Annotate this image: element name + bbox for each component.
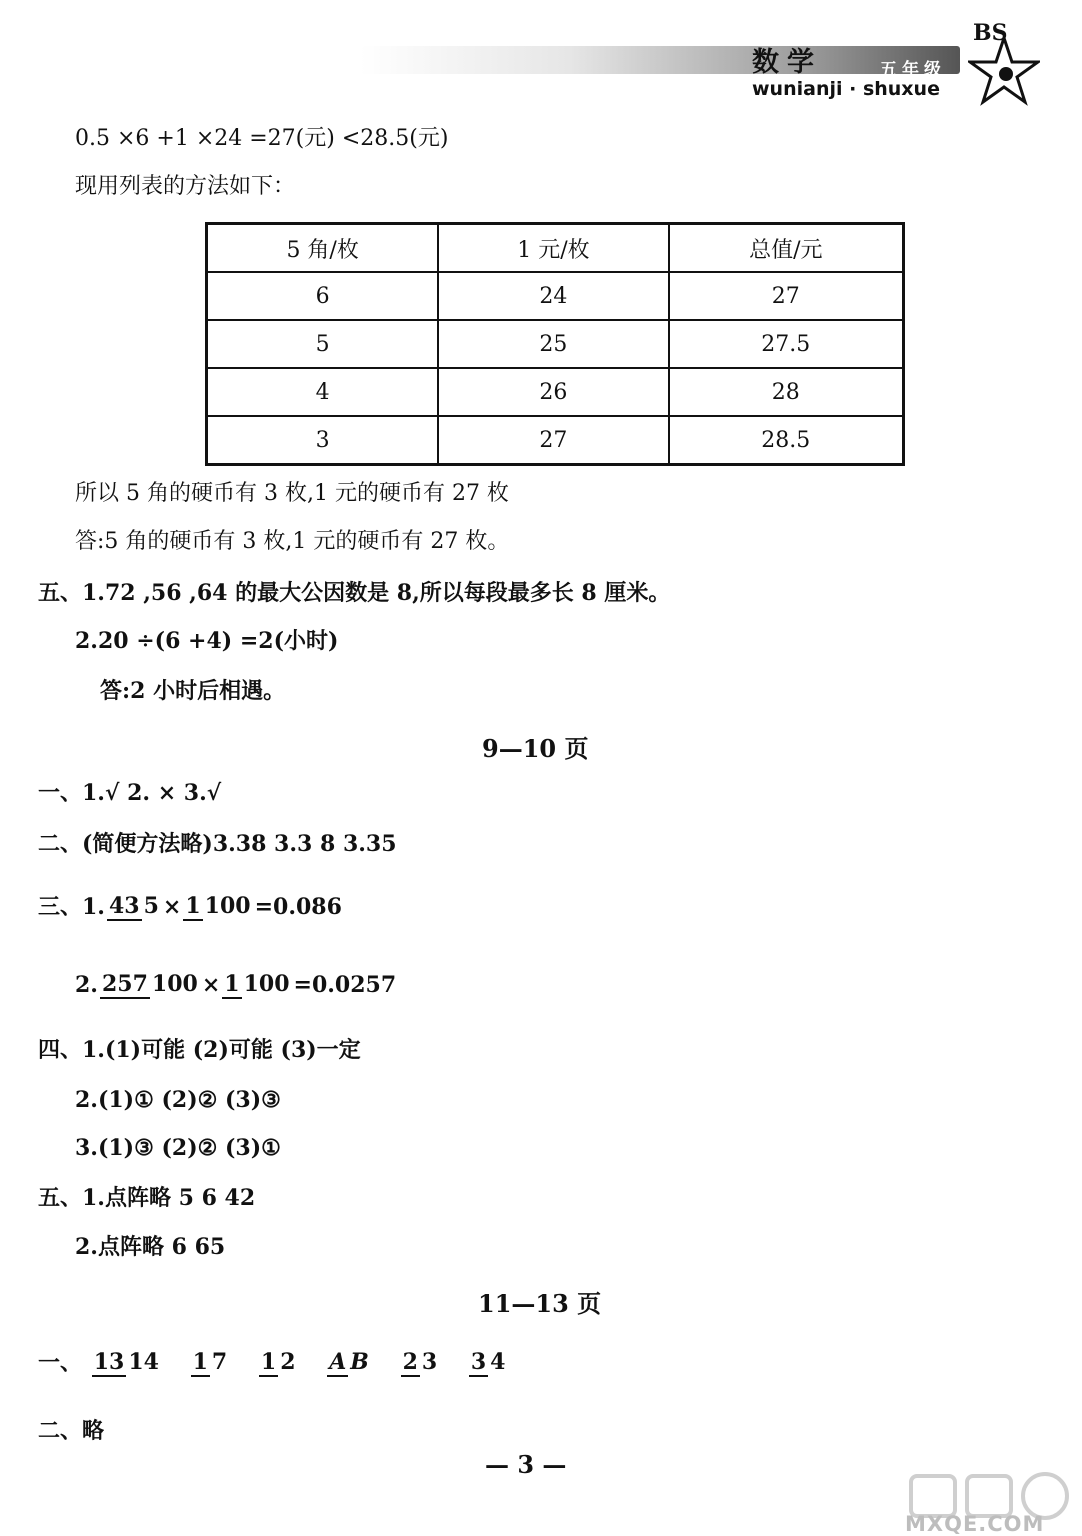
p9-section-1: 一、1.√ 2. × 3.√: [38, 780, 222, 806]
p11-section-2: 二、略: [38, 1418, 105, 1444]
fraction-denominator: 14: [128, 1349, 159, 1376]
table-cell: 28.5: [669, 416, 904, 465]
fraction-denominator: 7: [211, 1349, 228, 1376]
heading-page-11-13: 11—13 页: [478, 1289, 602, 1318]
fraction-denominator: 100: [151, 971, 198, 998]
p9-section-4-q3: 3.(1)③ (2)② (3)①: [75, 1135, 281, 1161]
table-intro: 现用列表的方法如下：: [75, 174, 296, 199]
fraction-numerator: 257: [101, 971, 148, 998]
table-row: [207, 320, 904, 368]
fraction: [107, 895, 161, 920]
coin-table: [205, 222, 905, 466]
p9-section-5-q1: 五、1.点阵略 5 6 42: [38, 1185, 256, 1211]
table-cell: 25: [438, 320, 668, 368]
fraction-numerator: 1: [185, 893, 201, 920]
table-cell: 27: [669, 272, 904, 320]
section-5-q2: 2.20 ÷(6 +4) =2(小时): [75, 628, 339, 654]
table-header: 总值/元: [669, 224, 904, 273]
table-cell: 6: [207, 272, 439, 320]
watermark-site: MXQE.COM: [905, 1512, 1045, 1536]
fraction-denominator: B: [350, 1349, 369, 1376]
calc-line: 0.5 ×6 +1 ×24 =27(元) <28.5(元): [75, 126, 449, 151]
fraction: [92, 1351, 161, 1376]
header-grade: 五年级: [880, 60, 946, 80]
fraction-denominator: 5: [143, 893, 159, 920]
fraction-numerator: 2: [402, 1349, 418, 1376]
header-series: BS: [973, 20, 1008, 46]
table-cell: 27: [438, 416, 668, 465]
p9-section-4-q1: 四、1.(1)可能 (2)可能 (3)一定: [38, 1037, 361, 1063]
p9-section-5-q2: 2.点阵略 6 65: [75, 1234, 226, 1260]
section-5-q2-answer: 答:2 小时后相遇。: [100, 678, 286, 704]
header-pinyin: wunianji · shuxue: [752, 78, 940, 100]
p9-section-2: 二、(简便方法略)3.38 3.3 8 3.35: [38, 831, 397, 857]
fraction-denominator: 100: [243, 971, 290, 998]
table-cell: 26: [438, 368, 668, 416]
p9-s3-2-prefix: 2.: [75, 972, 98, 998]
p11-section-1: [38, 1336, 509, 1390]
fraction-denominator: 4: [490, 1349, 506, 1376]
p9-s3-prefix: 三、1.: [38, 894, 105, 920]
result: =0.086: [254, 894, 342, 920]
table-header: 1 元/枚: [438, 224, 668, 273]
times-sign: ×: [162, 894, 182, 920]
table-cell: 28: [669, 368, 904, 416]
header-subject: 数学: [752, 47, 822, 78]
fraction-numerator: 1: [224, 971, 240, 998]
table-row: [207, 272, 904, 320]
answer-line: 答:5 角的硬币有 3 枚,1 元的硬币有 27 枚。: [75, 529, 510, 554]
conclusion-line: 所以 5 角的硬币有 3 枚,1 元的硬币有 27 枚: [75, 481, 509, 506]
table-cell: 3: [207, 416, 439, 465]
fraction: [259, 1351, 298, 1376]
fraction: [401, 1351, 440, 1376]
table-cell: 24: [438, 272, 668, 320]
table-row: [207, 416, 904, 465]
fraction-numerator: 1: [260, 1349, 277, 1376]
fraction: [222, 973, 291, 998]
table-header-row: [207, 224, 904, 273]
table-cell: 27.5: [669, 320, 904, 368]
header-banner: [360, 46, 960, 74]
p9-section-4-q2: 2.(1)① (2)② (3)③: [75, 1087, 281, 1113]
fraction-denominator: 100: [204, 893, 251, 920]
fraction-numerator: 43: [108, 893, 140, 920]
fraction-numerator: 1: [192, 1349, 208, 1376]
table-header: 5 角/枚: [207, 224, 439, 273]
fraction: [183, 895, 252, 920]
result: =0.0257: [293, 972, 397, 998]
p9-section-3-q2: [75, 958, 396, 1012]
fraction-denominator: 2: [280, 1349, 296, 1376]
fraction: [191, 1351, 230, 1376]
heading-page-9-10: 9—10 页: [482, 734, 589, 763]
fraction: [469, 1351, 508, 1376]
fraction-denominator: 3: [421, 1349, 438, 1376]
p9-section-3-q1: [38, 880, 342, 934]
fraction-numerator: A: [329, 1349, 347, 1376]
fraction-numerator: 3: [470, 1349, 487, 1376]
star-logo-icon: [968, 34, 1040, 106]
fraction: [100, 973, 200, 998]
fraction-numerator: 13: [93, 1349, 125, 1376]
table-row: [207, 368, 904, 416]
table-cell: 4: [207, 368, 439, 416]
table-cell: 5: [207, 320, 439, 368]
p11-s1-prefix: 一、: [38, 1350, 83, 1376]
section-5-q1: 五、1.72 ,56 ,64 的最大公因数是 8,所以每段最多长 8 厘米。: [38, 580, 671, 606]
fraction: [327, 1351, 371, 1376]
page-number: — 3 —: [485, 1450, 567, 1479]
times-sign: ×: [201, 972, 221, 998]
